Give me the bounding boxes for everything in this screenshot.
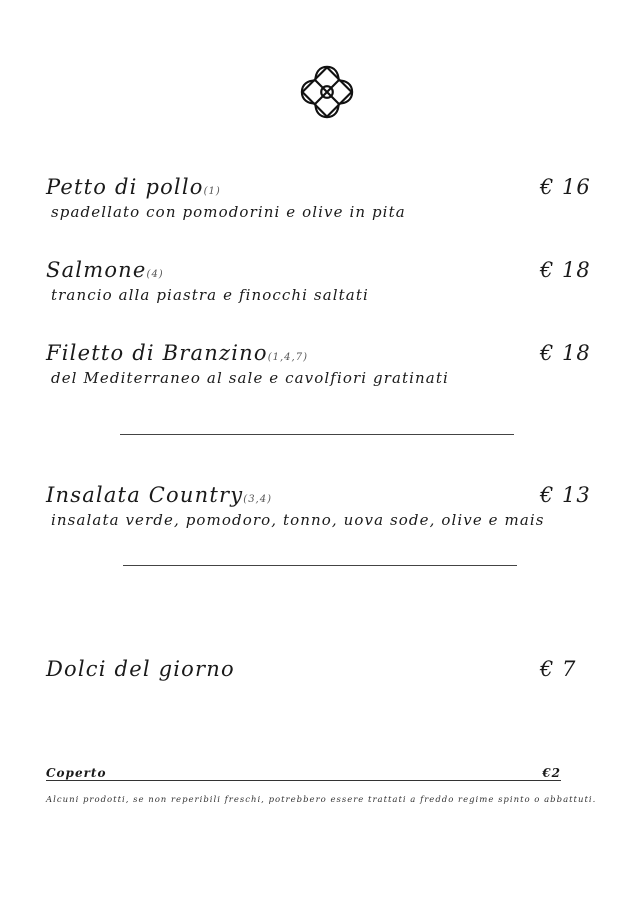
- item-price: € 18: [540, 258, 591, 282]
- item-name: Dolci del giorno: [46, 657, 235, 681]
- item-description: del Mediterraneo al sale e cavolfiori gratinati: [51, 369, 449, 387]
- item-description: insalata verde, pomodoro, tonno, uova sode, olive e mais: [51, 511, 545, 529]
- coperto-price: €2: [542, 766, 561, 780]
- item-price: € 7: [540, 657, 577, 681]
- ornamental-knot-icon: [298, 63, 356, 121]
- item-name: Filetto di Branzino: [46, 341, 268, 365]
- coperto-label: Coperto: [46, 766, 107, 780]
- section-divider: [120, 434, 514, 435]
- item-price: € 13: [540, 483, 591, 507]
- footnote: Alcuni prodotti, se non reperibili freschi, potrebbero essere trattati a freddo regime spinto o abbattuti.: [46, 795, 597, 805]
- item-name: Insalata Country: [46, 483, 244, 507]
- item-price: € 16: [540, 175, 591, 199]
- item-allergens: (3,4): [243, 494, 273, 505]
- item-description: trancio alla piastra e finocchi saltati: [51, 286, 369, 304]
- item-description: spadellato con pomodorini e olive in pita: [51, 203, 406, 221]
- item-name: Salmone: [46, 258, 147, 282]
- section-divider: [123, 565, 517, 566]
- item-name: Petto di pollo: [46, 175, 204, 199]
- coperto-row: [46, 766, 561, 781]
- item-allergens: (1): [203, 186, 221, 197]
- item-price: € 18: [540, 341, 591, 365]
- item-allergens: (4): [146, 269, 164, 280]
- item-allergens: (1,4,7): [267, 352, 308, 363]
